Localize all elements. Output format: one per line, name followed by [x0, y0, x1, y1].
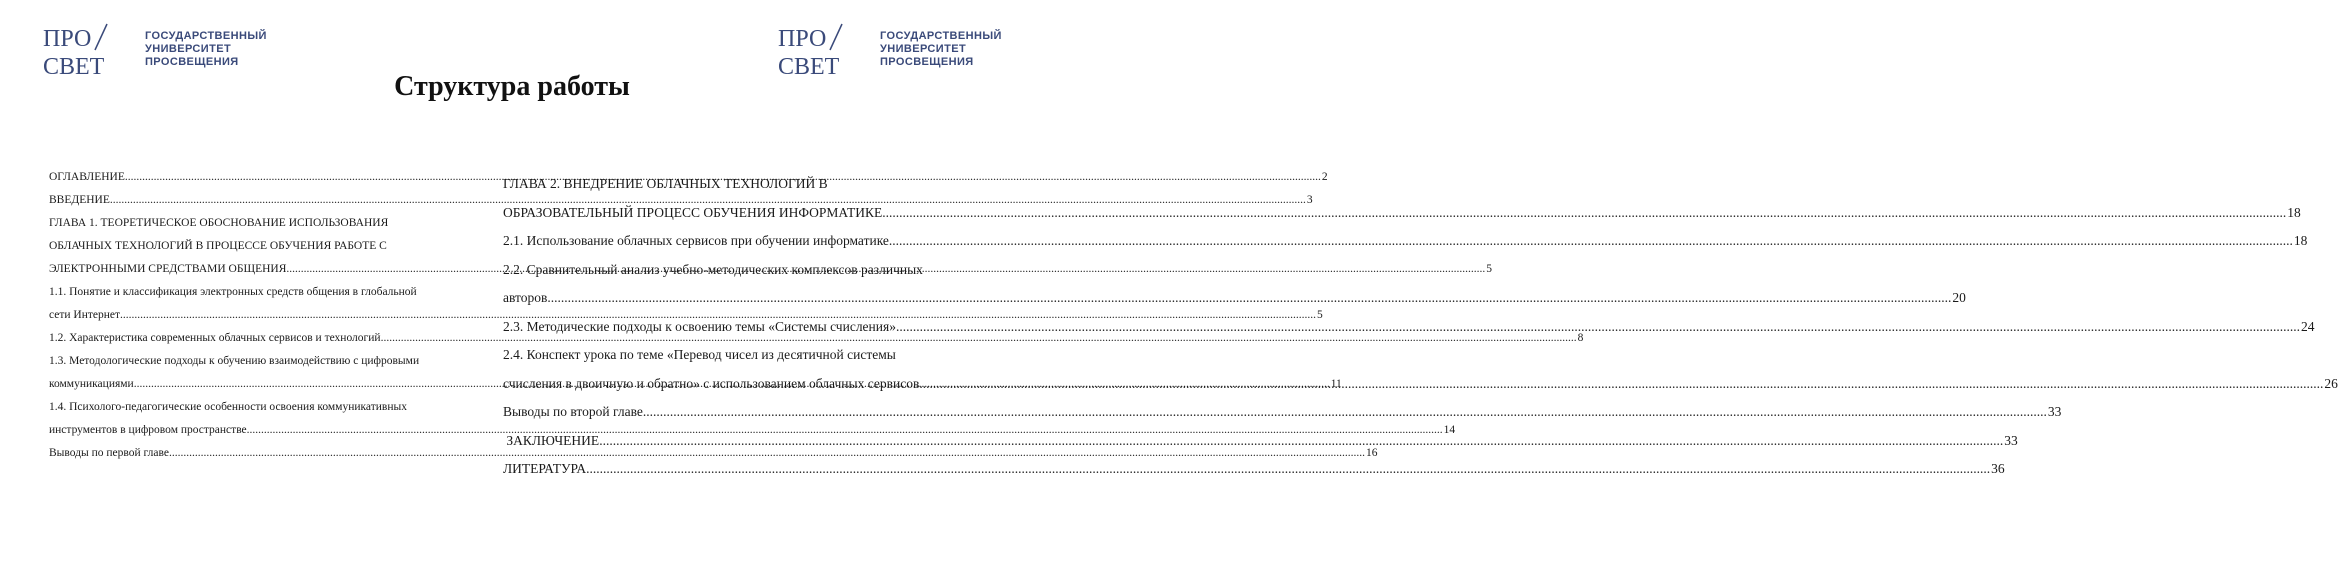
toc-entry: ЗАКЛЮЧЕНИЕ ..... 33	[503, 427, 985, 456]
logo-line-1: ГОСУДАРСТВЕННЫЙ	[145, 30, 267, 42]
toc-entry: Выводы по второй главе ..... 33	[503, 398, 985, 427]
logo-mark-bottom: СВЕТ	[43, 54, 105, 80]
toc-entry-line: 1.3. Методологические подходы к обучению взаимодействию с цифровыми	[49, 355, 420, 367]
toc-entry-line: 2.2. Сравнительный анализ учебно-методических комплексов различных	[503, 261, 923, 277]
toc-entry: счисления в двоичную и обратно» с использованием облачных сервисов ..... 26	[503, 370, 985, 399]
logo-line-3: ПРОСВЕЩЕНИЯ	[880, 56, 974, 68]
toc-entry: 1.2. Характеристика современных облачных сервисов и технологий ..... 8	[49, 327, 501, 350]
toc-entry: ОГЛАВЛЕНИЕ ..... 2	[49, 166, 501, 189]
logo-line-2: УНИВЕРСИТЕТ	[880, 43, 967, 55]
logo-line-1: ГОСУДАРСТВЕННЫЙ	[880, 30, 1002, 42]
toc-entry: ВВЕДЕНИЕ ..... 3	[49, 189, 501, 212]
page-title: Структура работы	[394, 71, 630, 102]
toc-entry: сети Интернет ..... 5	[49, 304, 501, 327]
toc-entry-line: 1.4. Психолого-педагогические особенности освоения коммуникативных	[49, 401, 407, 413]
logo-text	[880, 30, 1002, 69]
logo-text	[145, 30, 267, 69]
toc-entry: инструментов в цифровом пространстве ..... 14	[49, 419, 501, 442]
toc-entry-line: ГЛАВА 1. ТЕОРЕТИЧЕСКОЕ ОБОСНОВАНИЕ ИСПОЛЬЗОВАНИЯ	[49, 217, 389, 229]
toc-entry: ЛИТЕРАТУРА ..... 36	[503, 455, 985, 484]
logo-line-2: УНИВЕРСИТЕТ	[145, 43, 232, 55]
toc-entry: 2.1. Использование облачных сервисов при обучении информатике ..... 18	[503, 227, 985, 256]
toc-entry-line: ГЛАВА 2. ВНЕДРЕНИЕ ОБЛАЧНЫХ ТЕХНОЛОГИЙ В	[503, 176, 828, 191]
logo-mark-bottom: СВЕТ	[778, 54, 840, 80]
toc-entry: ОБРАЗОВАТЕЛЬНЫЙ ПРОЦЕСС ОБУЧЕНИЯ ИНФОРМАТИКЕ ..... 18	[503, 199, 985, 228]
logo-line-3: ПРОСВЕЩЕНИЯ	[145, 56, 239, 68]
toc-entry-line: 1.1. Понятие и классификация электронных средств общения в глобальной	[49, 286, 417, 298]
logo-mark-top: ПРО	[778, 26, 827, 52]
toc-entry: 2.3. Методические подходы к освоению темы «Системы счисления» ..... 24	[503, 313, 985, 342]
toc-entry: Выводы по первой главе ..... 16	[49, 442, 501, 465]
logo-mark-top: ПРО	[43, 26, 92, 52]
toc-entry: авторов ..... 20	[503, 284, 985, 313]
toc-entry: коммуникациями ..... 11	[49, 373, 501, 396]
toc-entry-line: ОБЛАЧНЫХ ТЕХНОЛОГИЙ В ПРОЦЕССЕ ОБУЧЕНИЯ РАБОТЕ С	[49, 240, 387, 252]
toc-entry: ЭЛЕКТРОННЫМИ СРЕДСТВАМИ ОБЩЕНИЯ. ..... 5	[49, 258, 501, 281]
toc-entry-line: 2.4. Конспект урока по теме «Перевод чисел из десятичной системы	[503, 347, 896, 362]
